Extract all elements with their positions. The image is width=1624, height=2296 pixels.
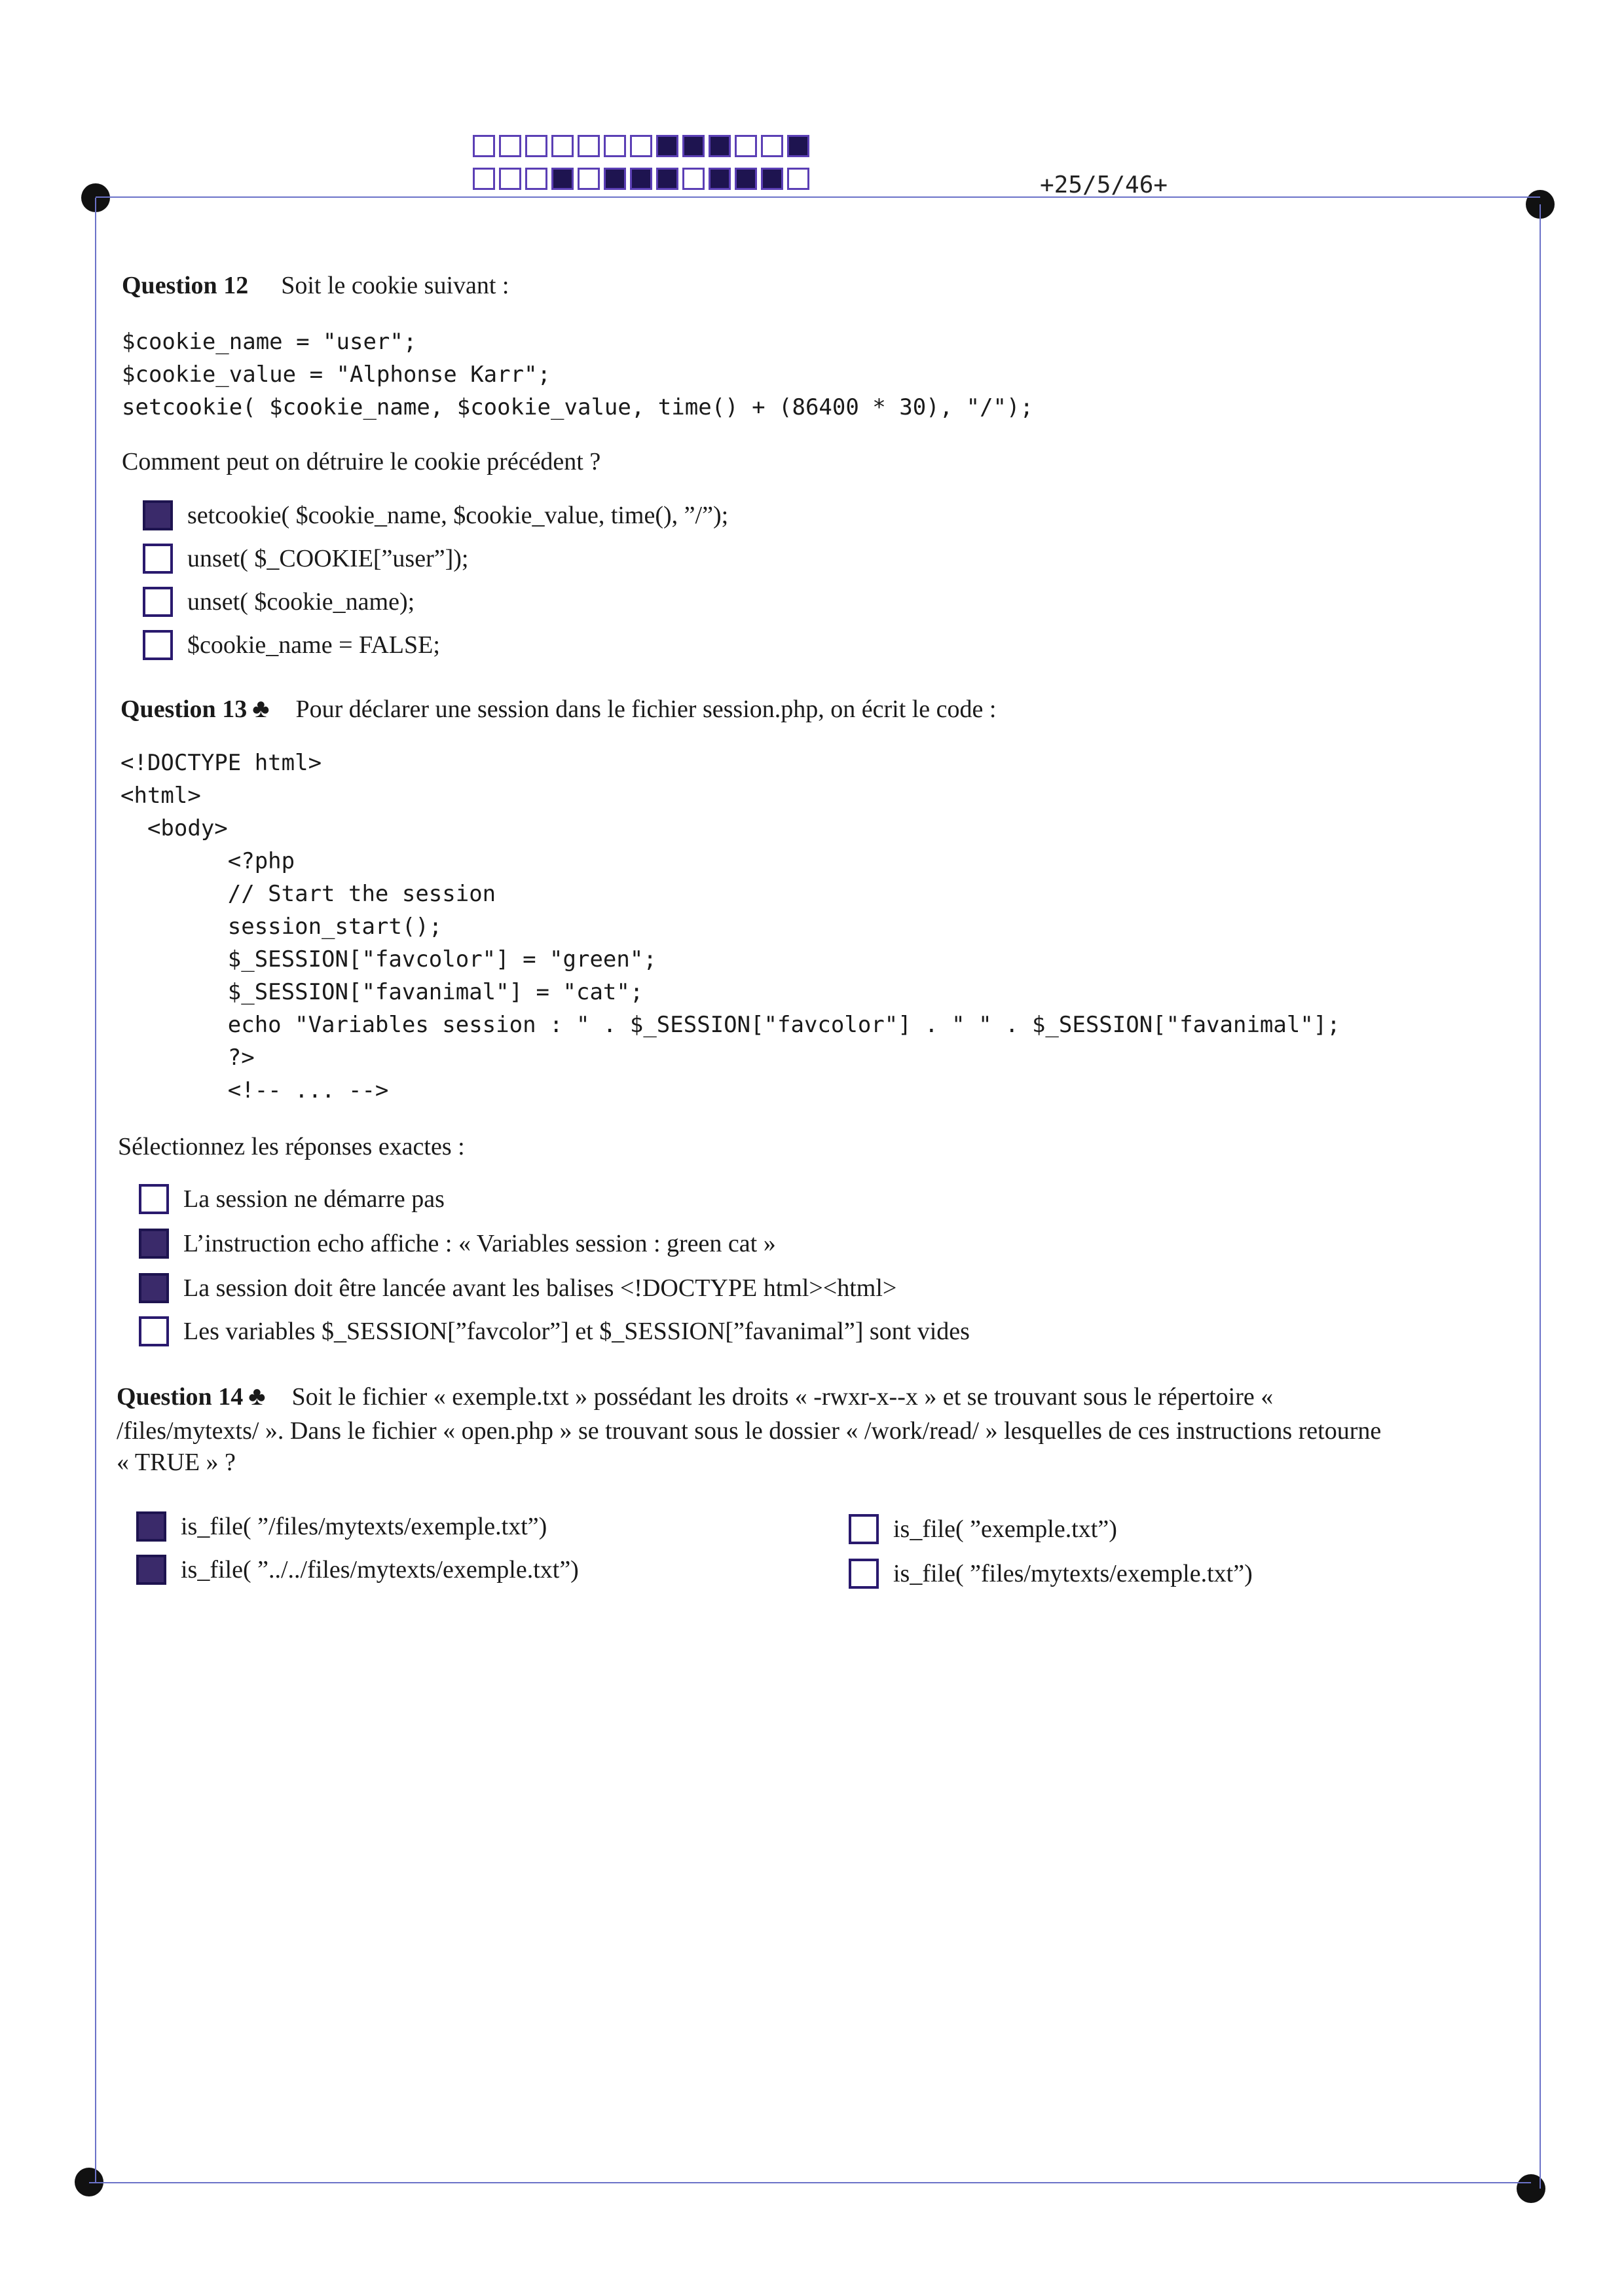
option-label: is_file( ”exemple.txt”): [893, 1515, 1117, 1543]
q14-intro-line-3: « TRUE » ?: [117, 1449, 236, 1476]
q13-option-3[interactable]: [139, 1273, 896, 1303]
q13-option-4[interactable]: [139, 1316, 970, 1346]
checkbox-checked[interactable]: [136, 1555, 166, 1585]
option-label: $cookie_name = FALSE;: [187, 631, 440, 659]
q12-option-1[interactable]: [143, 500, 728, 530]
q13-prompt: Sélectionnez les réponses exactes :: [118, 1133, 465, 1160]
barcode-cell: [525, 168, 547, 190]
q13-option-1[interactable]: [139, 1184, 445, 1214]
code-line: echo "Variables session : " . $_SESSION["favcolor"] . " " . $_SESSION["favanimal"];: [120, 1012, 1340, 1038]
code-line: $cookie_name = "user";: [122, 329, 417, 355]
q14-option-4[interactable]: [849, 1559, 1253, 1589]
code-line: ?>: [120, 1045, 255, 1071]
frame-right-line: [1540, 204, 1541, 2189]
code-line: <!DOCTYPE html>: [120, 750, 322, 776]
checkbox-checked[interactable]: [139, 1273, 169, 1303]
barcode-cell: [578, 168, 600, 190]
q12-option-2[interactable]: [143, 544, 468, 574]
barcode-row-1: [473, 135, 813, 157]
page-id: +25/5/46+: [1040, 172, 1168, 198]
barcode-cell: [735, 168, 757, 190]
frame-bottom-line: [89, 2182, 1531, 2183]
question-intro: Soit le cookie suivant :: [281, 272, 509, 299]
q12-option-4[interactable]: [143, 630, 440, 660]
club-icon: ♣: [252, 694, 270, 723]
question-13-title: [120, 693, 996, 724]
code-line: // Start the session: [120, 881, 496, 907]
barcode-cell: [551, 135, 574, 157]
checkbox[interactable]: [849, 1559, 879, 1589]
code-line: setcookie( $cookie_name, $cookie_value, time() + (86400 * 30), "/");: [122, 394, 1033, 420]
q12-prompt: Comment peut on détruire le cookie précédent ?: [122, 448, 601, 475]
checkbox[interactable]: [139, 1316, 169, 1346]
checkbox[interactable]: [849, 1514, 879, 1544]
barcode-cell: [709, 168, 731, 190]
barcode-cell: [656, 135, 678, 157]
checkbox[interactable]: [143, 587, 173, 617]
frame-top-line: [96, 196, 1540, 198]
barcode-cell: [473, 135, 495, 157]
barcode-cell: [761, 135, 783, 157]
option-label: La session doit être lancée avant les balises <!DOCTYPE html><html>: [183, 1274, 897, 1302]
checkbox-checked[interactable]: [136, 1511, 166, 1542]
code-line: <body>: [120, 815, 228, 842]
barcode-cell: [682, 135, 705, 157]
question-number: Question 14: [117, 1383, 244, 1411]
option-label: is_file( ”/files/mytexts/exemple.txt”): [181, 1513, 547, 1540]
checkbox-checked[interactable]: [139, 1229, 169, 1259]
barcode-cell: [578, 135, 600, 157]
option-label: is_file( ”../../files/mytexts/exemple.txt”): [181, 1556, 579, 1583]
code-line: session_start();: [120, 914, 443, 940]
question-14-title: [117, 1380, 1511, 1411]
checkbox[interactable]: [143, 630, 173, 660]
option-label: setcookie( $cookie_name, $cookie_value, time(), ”/”);: [187, 502, 729, 529]
barcode-cell: [604, 135, 626, 157]
barcode-cell: [656, 168, 678, 190]
code-line: <?php: [120, 848, 295, 874]
question-intro: Pour déclarer une session dans le fichier session.php, on écrit le code :: [295, 695, 997, 723]
q14-option-1[interactable]: [136, 1511, 547, 1542]
barcode-cell: [709, 135, 731, 157]
barcode-cell: [630, 135, 652, 157]
barcode-cell: [761, 168, 783, 190]
q13-option-2[interactable]: [139, 1229, 776, 1259]
barcode-row-2: [473, 168, 813, 190]
barcode-cell: [787, 168, 809, 190]
q14-intro-line-2: /files/mytexts/ ». Dans le fichier « open.php » se trouvant sous le dossier « /work/read/ » lesquelles de ces instructions retourne: [117, 1417, 1382, 1445]
barcode-cell: [604, 168, 626, 190]
option-label: Les variables $_SESSION[”favcolor”] et $_SESSION[”favanimal”] sont vides: [183, 1318, 970, 1345]
barcode-cell: [473, 168, 495, 190]
q14-option-2[interactable]: [136, 1555, 579, 1585]
q12-option-3[interactable]: [143, 587, 415, 617]
checkbox[interactable]: [143, 544, 173, 574]
q13-code-block: [120, 747, 1340, 1107]
corner-marker-bottom-right: [1517, 2174, 1545, 2203]
club-icon: ♣: [248, 1381, 266, 1411]
code-line: $_SESSION["favanimal"] = "cat";: [120, 979, 644, 1005]
question-intro-line-1: Soit le fichier « exemple.txt » possédant les droits « -rwxr-x--x » et se trouvant sous le répertoire «: [291, 1383, 1274, 1411]
barcode-cell: [499, 168, 521, 190]
code-line: <html>: [120, 783, 201, 809]
question-number: Question 12: [122, 272, 249, 299]
frame-left-line: [95, 198, 96, 2182]
code-line: <!-- ... -->: [120, 1077, 389, 1103]
barcode-cell: [525, 135, 547, 157]
barcode-cell: [735, 135, 757, 157]
q14-option-3[interactable]: [849, 1514, 1117, 1544]
question-12-title: [122, 271, 509, 300]
option-label: is_file( ”files/mytexts/exemple.txt”): [893, 1560, 1253, 1587]
barcode-cell: [682, 168, 705, 190]
barcode-cell: [551, 168, 574, 190]
option-label: unset( $cookie_name);: [187, 588, 415, 616]
code-line: $cookie_value = "Alphonse Karr";: [122, 361, 551, 388]
checkbox[interactable]: [139, 1184, 169, 1214]
barcode-cell: [499, 135, 521, 157]
option-label: La session ne démarre pas: [183, 1185, 445, 1213]
q12-code-block: [122, 325, 1033, 424]
option-label: unset( $_COOKIE[”user”]);: [187, 545, 469, 572]
checkbox-checked[interactable]: [143, 500, 173, 530]
barcode-cell: [630, 168, 652, 190]
option-label: L’instruction echo affiche : « Variables session : green cat »: [183, 1230, 776, 1257]
code-line: $_SESSION["favcolor"] = "green";: [120, 946, 657, 972]
question-number: Question 13: [120, 695, 248, 723]
barcode-cell: [787, 135, 809, 157]
